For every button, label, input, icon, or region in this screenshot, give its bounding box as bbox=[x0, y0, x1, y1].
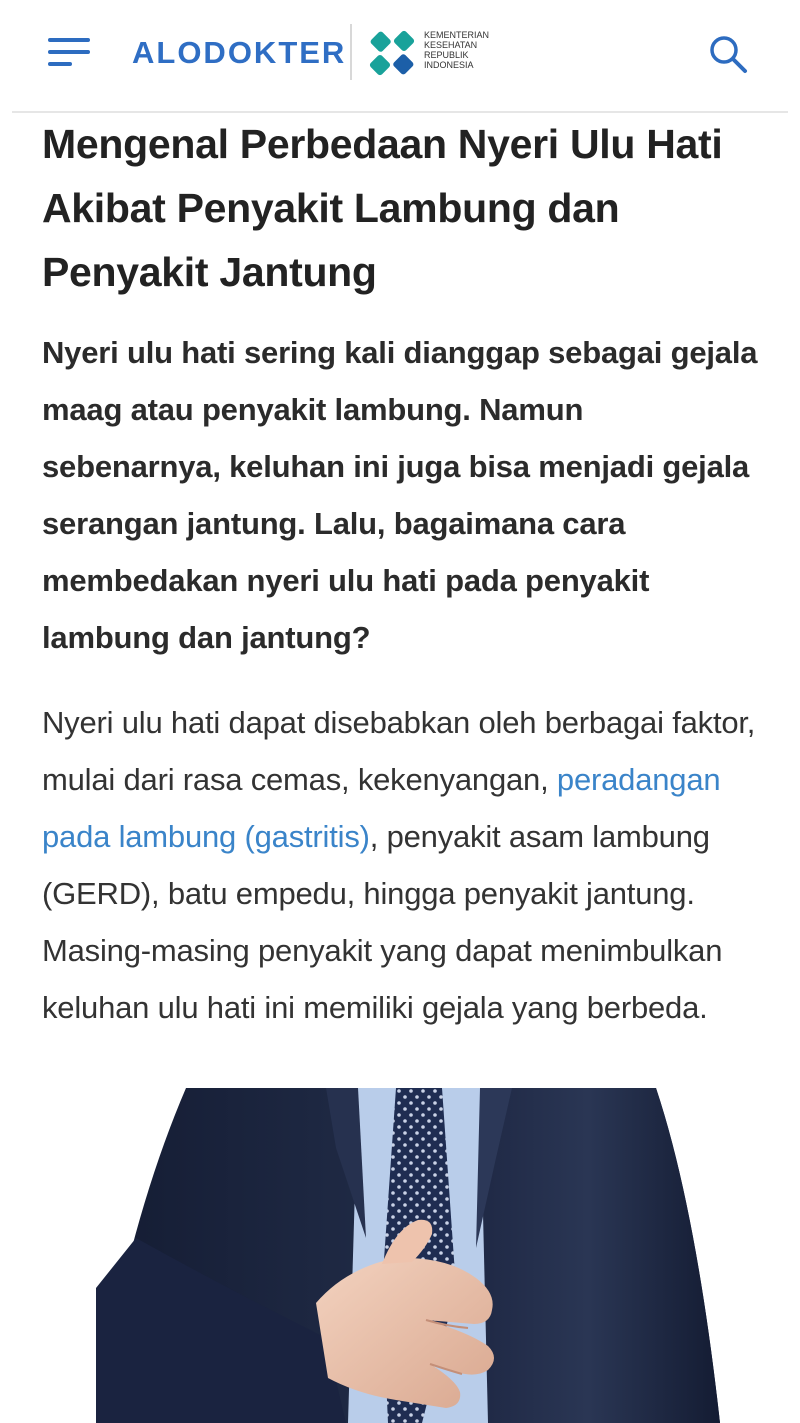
hamburger-icon-line bbox=[48, 38, 90, 42]
kemenkes-label bbox=[424, 30, 514, 70]
alodokter-logo[interactable]: ALODOKTER bbox=[132, 35, 347, 70]
hamburger-menu-button[interactable] bbox=[48, 36, 94, 70]
man-holding-stomach-illustration bbox=[96, 1088, 720, 1423]
gastritis-link[interactable]: peradangan pada lambung (gastritis) bbox=[42, 762, 721, 854]
article-paragraph bbox=[42, 694, 762, 1076]
kemenkes-label-line: KESEHATAN bbox=[424, 40, 478, 50]
hamburger-icon-line bbox=[48, 62, 72, 66]
logo-divider bbox=[350, 24, 352, 80]
article-content bbox=[42, 112, 762, 1076]
search-icon[interactable] bbox=[706, 32, 750, 76]
kemenkes-label-line: REPUBLIK bbox=[424, 50, 469, 60]
kemenkes-label-line: INDONESIA bbox=[424, 60, 474, 70]
paragraph-text: Nyeri ulu hati dapat disebabkan oleh berbagai faktor, mulai dari rasa cemas, kekenyangan, bbox=[42, 705, 756, 797]
hamburger-icon-line bbox=[48, 50, 90, 54]
article-image bbox=[96, 1088, 720, 1423]
app-header bbox=[0, 0, 800, 112]
paragraph-text: , penyakit asam lambung (GERD), batu empedu, hingga penyakit jantung. Masing-masing penyakit yang dapat menimbulkan keluhan ulu hati ini memiliki gejala yang berbeda. bbox=[42, 819, 723, 1025]
article-title: Mengenal Perbedaan Nyeri Ulu Hati Akibat Penyakit Lambung dan Penyakit Jantung bbox=[42, 121, 723, 295]
kemenkes-label-line: KEMENTERIAN bbox=[424, 30, 490, 40]
article-lead: Nyeri ulu hati sering kali dianggap sebagai gejala maag atau penyakit lambung. Namun sebenarnya, keluhan ini juga bisa menjadi gejala serangan jantung. Lalu, bagaimana cara membedakan nyeri ulu hati pada penyakit lambung dan jantung? bbox=[42, 335, 758, 655]
kemenkes-logo-icon bbox=[362, 24, 422, 82]
